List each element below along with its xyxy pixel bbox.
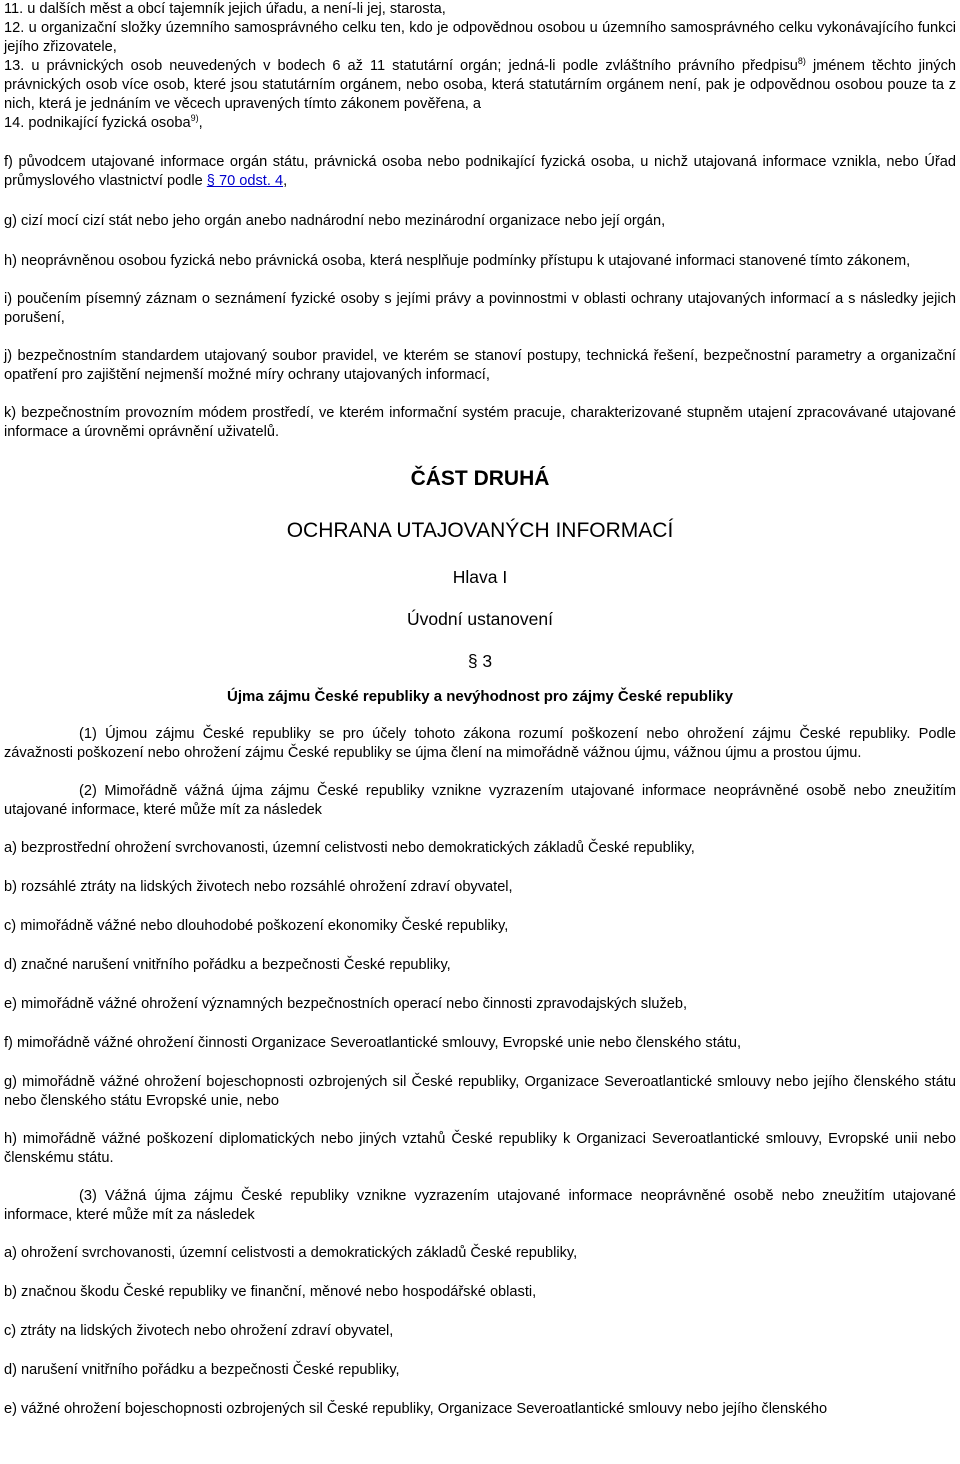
section3-p2-item-a: a) bezprostřední ohrožení svrchovanosti, územní celistvosti nebo demokratických základů České republiky, [4, 840, 695, 856]
list-item-14-text-b: , [198, 115, 203, 131]
section3-p2-item-c: c) mimořádně vážné nebo dlouhodobé poškození ekonomiky České republiky, [4, 918, 509, 934]
section-number: § 3 [467, 651, 493, 671]
footnote-ref-9: 9) [190, 113, 199, 124]
list-item-12: 12. u organizační složky územního samosprávného celku ten, kdo je odpovědnou osobou u územního samosprávného celku vykonávajícího funkci jejího zřizovatele, [4, 20, 956, 55]
section3-p2-item-e: e) mimořádně vážné ohrožení významných bezpečnostních operací nebo činnosti zpravodajských služeb, [4, 996, 688, 1012]
list-item-13 [4, 57, 956, 114]
section3-paragraph-3: (3) Vážná újma zájmu České republiky vznikne vyzrazením utajované informace neoprávněné osobě nebo zneužitím utajované informace, které může mít za následek [4, 1188, 956, 1223]
definition-g: g) cizí mocí cizí stát nebo jeho orgán anebo nadnárodní nebo mezinárodní organizace nebo její orgán, [4, 213, 666, 229]
section3-p3-item-b: b) značnou škodu České republiky ve finanční, měnové nebo hospodářské oblasti, [4, 1284, 537, 1300]
chapter-title: Úvodní ustanovení [407, 609, 553, 629]
part-title: OCHRANA UTAJOVANÝCH INFORMACÍ [286, 519, 674, 542]
footnote-ref-8: 8) [797, 56, 806, 67]
list-item-14-text-a: 14. podnikající fyzická osoba [4, 115, 191, 131]
definition-j: j) bezpečnostním standardem utajovaný soubor pravidel, ve kterém se stanoví postupy, technická řešení, bezpečnostní parametry a organizační opatření pro zajištění nejmenší možné míry ochrany utajovaných informací, [4, 348, 956, 383]
section3-p2-item-d: d) značné narušení vnitřního pořádku a bezpečnosti České republiky, [4, 957, 451, 973]
definition-f-end: , [283, 173, 288, 189]
definition-f [4, 153, 956, 191]
definition-i: i) poučením písemný záznam o seznámení fyzické osoby s jejími právy a povinnostmi v oblasti ochrany utajovaných informací a s následky jejich porušení, [4, 291, 956, 326]
section3-p2-item-g: g) mimořádně vážné ohrožení bojeschopnosti ozbrojených sil České republiky, Organizace Severoatlantické smlouvy nebo jejího členského státu nebo členského státu Evropské unie, nebo [4, 1074, 956, 1109]
section3-p2-item-h: h) mimořádně vážné poškození diplomatických nebo jiných vztahů České republiky k Organizaci Severoatlantické smlouvy, Evropské unii nebo členskému státu. [4, 1131, 956, 1166]
section3-p3-item-d: d) narušení vnitřního pořádku a bezpečnosti České republiky, [4, 1362, 400, 1378]
section-title: Újma zájmu České republiky a nevýhodnost pro zájmy České republiky [226, 688, 733, 705]
definition-k: k) bezpečnostním provozním módem prostředí, ve kterém informační systém pracuje, charakterizované stupněm utajení zpracovávané utajované informace a úrovněmi oprávnění uživatelů. [4, 405, 956, 440]
section3-p3-item-a: a) ohrožení svrchovanosti, územní celistvosti a demokratických základů České republiky, [4, 1245, 578, 1261]
definition-f-text: f) původcem utajované informace orgán státu, právnická osoba nebo podnikající fyzická osoba, u nichž utajovaná informace vznikla, nebo Úřad průmyslového vlastnictví podle [4, 154, 956, 189]
part-heading: ČÁST DRUHÁ [410, 467, 550, 490]
list-item-13-text-b: jménem těchto jiných právnických osob více osob, které jsou statutárním orgánem, nebo osoba, která statutárním orgánem není, pak je odpovědnou osobou pouze ta z nich, která je jednáním ve věcech upravených tímto zákonem pověřena, a [4, 58, 956, 112]
definition-h: h) neoprávněnou osobou fyzická nebo právnická osoba, která nesplňuje podmínky přístupu k utajované informaci stanovené tímto zákonem, [4, 253, 911, 269]
list-item-14 [4, 114, 956, 133]
section3-p3-item-e: e) vážné ohrožení bojeschopnosti ozbrojených sil České republiky, Organizace Severoatlantické smlouvy nebo jejího členského [4, 1401, 828, 1417]
chapter-heading: Hlava I [452, 567, 508, 587]
section3-p3-item-c: c) ztráty na lidských životech nebo ohrožení zdraví obyvatel, [4, 1323, 394, 1339]
list-item-11: 11. u dalších měst a obcí tajemník jejich úřadu, a není-li jej, starosta, [4, 1, 446, 17]
section3-p2-item-b: b) rozsáhlé ztráty na lidských životech nebo rozsáhlé ohrožení zdraví obyvatel, [4, 879, 513, 895]
section3-paragraph-1: (1) Újmou zájmu České republiky se pro účely tohoto zákona rozumí poškození nebo ohrožení zájmu České republiky. Podle závažnosti poškození nebo ohrožení zájmu České republiky se újma člení na mimořádně vážnou újmu, vážnou újmu a prostou újmu. [4, 726, 956, 761]
section3-paragraph-2: (2) Mimořádně vážná újma zájmu České republiky vznikne vyzrazením utajované informace neoprávněné osobě nebo zneužitím utajované informace, které může mít za následek [4, 783, 956, 818]
list-item-13-text-a: 13. u právnických osob neuvedených v bodech 6 až 11 statutární orgán; jedná-li podle zvláštního právního předpisu [4, 58, 798, 74]
section3-p2-item-f: f) mimořádně vážné ohrožení činnosti Organizace Severoatlantické smlouvy, Evropské unie nebo členského státu, [4, 1035, 742, 1051]
section-70-link[interactable]: § 70 odst. 4 [206, 173, 284, 189]
